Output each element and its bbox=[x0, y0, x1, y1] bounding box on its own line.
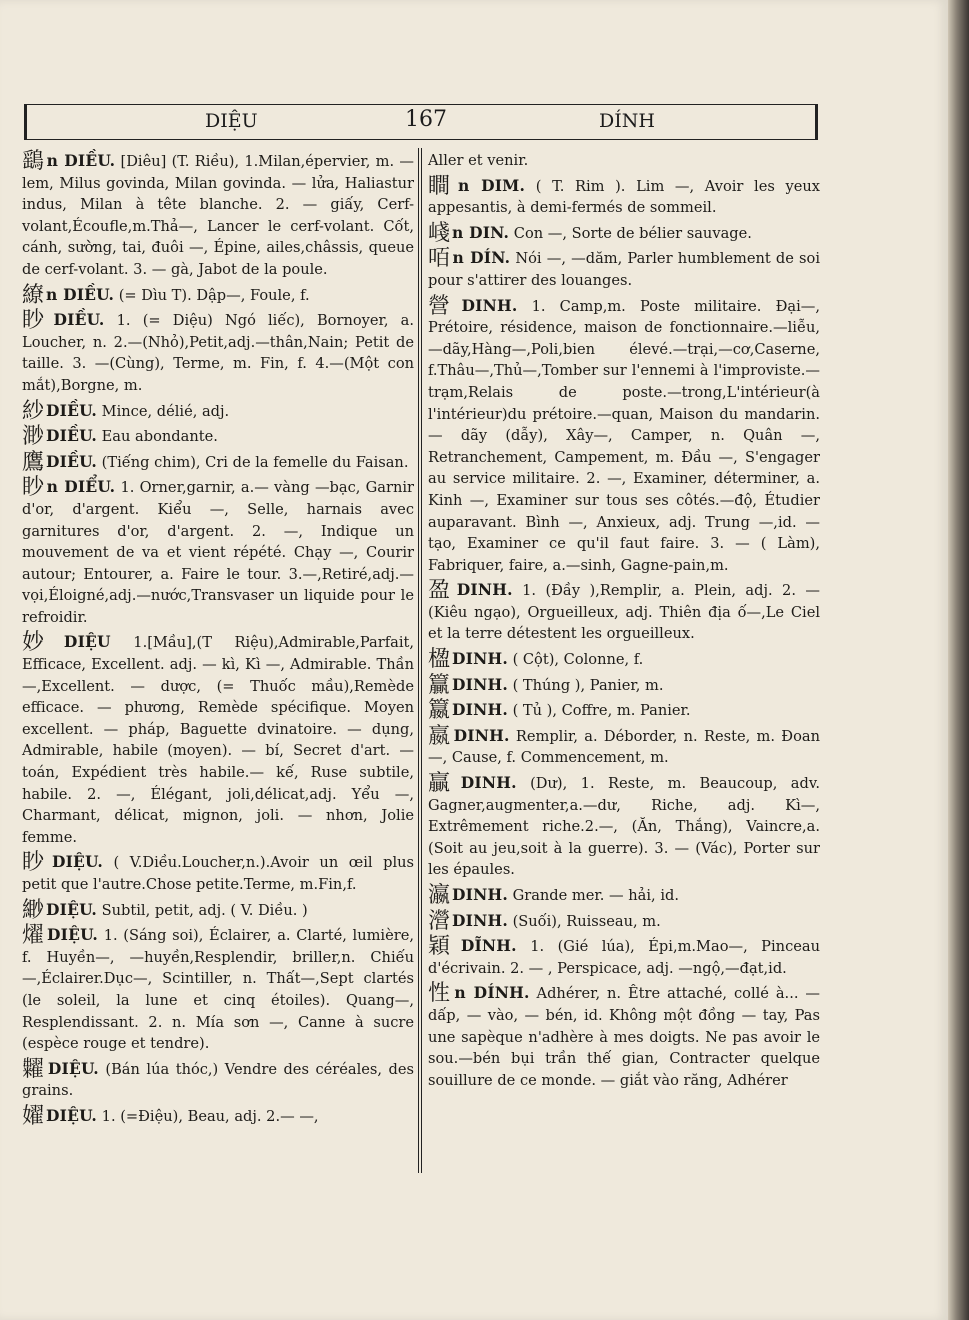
entry-definition: ( V.Diều.Loucher,n.).Avoir un œil plus petit que l'autre.Chose petite.Terme, m.Fin,f. bbox=[22, 854, 414, 893]
entry-character: 燿 bbox=[22, 923, 46, 949]
right-column bbox=[428, 150, 820, 1094]
entry-character: 瀛 bbox=[428, 883, 451, 908]
dictionary-entry bbox=[22, 309, 414, 396]
entry-definition: 1.[Mầu],(T Riệu),Admirable,Parfait, Efficace, Excellent. adj. — kì, Kì —, Admirable. Thần—,Excellent. — dược, (= Thuốc mầu),Remède efficace. — phương, Remède spécifique. Moyen excellent. — pháp, Baguette dvinatoire. — dụng, Admirable, habile (moyen). — bí, Secret d'art. — toán, Expédient très habile.— kế, Ruse subtile, habile. 2. —, Élégant, joli,délicat,adj. Yểu —, Charmant, délicat, mignon, joli. — nhơn, Jolie femme. bbox=[22, 634, 414, 846]
entry-headword: DINH. bbox=[461, 295, 518, 315]
page-edge bbox=[948, 0, 969, 1320]
entry-headword: DINH. bbox=[452, 649, 508, 669]
header-right-headword: DÍNH bbox=[599, 110, 655, 132]
entry-definition: 1. Orner,garnir, a.— vàng —bạc, Garnir d'or, d'argent. Kiểu —, Selle, harnais avec garnitures d'or, d'argent. 2. —, Indique un mouvement de va et vient répété. Chạy —, Courir autour; Entourer, a. Faire le tour. 3.—,Retiré,adj.—vọi,Éloigné,adj.—nước,Transvaser un liquide pour le refroidir. bbox=[22, 479, 414, 626]
entry-character: 嬥 bbox=[22, 1103, 45, 1129]
entry-headword: n DIN. bbox=[452, 222, 510, 242]
entry-character: 穎 bbox=[428, 934, 459, 960]
entry-character: 籝 bbox=[428, 698, 451, 724]
entry-headword: DINH. bbox=[460, 773, 517, 793]
dictionary-entry bbox=[22, 631, 414, 848]
entry-definition: 1. (Sáng soi), Éclairer, a. Clarté, lumière, f. Huyền—, —huyền,Resplendir, briller,n. Chiếu—,Éclairer.Dục—, Scintiller, n. Thất—,Sept clartés (le soleil, la lune et cinq étoiles). Quang—, Resplendissant. 2. n. Mía sơn —, Canne à sucre (espèce rouge et tendre). bbox=[22, 927, 414, 1053]
dictionary-entry bbox=[428, 247, 820, 291]
entry-character: 眇 bbox=[22, 475, 45, 501]
entry-definition: Remplir, a. Déborder, n. Reste, m. Đoan —, Cause, f. Commencement, m. bbox=[428, 727, 820, 767]
entry-character: 紗 bbox=[22, 398, 45, 424]
column-divider bbox=[418, 148, 422, 1173]
entry-character: 㟞 bbox=[428, 220, 451, 246]
dictionary-entry bbox=[428, 772, 820, 881]
dictionary-entry bbox=[22, 476, 414, 628]
entry-character: 楹 bbox=[428, 647, 451, 673]
entry-definition: Con —, Sorte de bélier sauvage. bbox=[513, 224, 752, 242]
entry-headword: n DIM. bbox=[458, 175, 526, 195]
entry-headword: DINH. bbox=[453, 725, 510, 745]
dictionary-entry bbox=[428, 910, 820, 933]
dictionary-entry bbox=[22, 1105, 414, 1128]
entry-headword: n DIỀU. bbox=[46, 284, 115, 304]
entry-headword: DINH. bbox=[452, 885, 508, 904]
dictionary-entry bbox=[22, 1058, 414, 1102]
entry-definition: Eau abondante. bbox=[101, 428, 218, 446]
entry-character: 緲 bbox=[22, 897, 45, 923]
entry-headword: DINH. bbox=[456, 580, 513, 600]
entry-character: 營 bbox=[428, 293, 460, 319]
entry-headword: DIỆU. bbox=[47, 1058, 99, 1078]
entry-headword: DIỆU. bbox=[51, 852, 103, 872]
entry-definition: Subtil, petit, adj. ( V. Diều. ) bbox=[101, 901, 308, 919]
entry-definition: 1. (= Diệu) Ngó liếc), Bornoyer, a. Loucher, n. 2.—(Nhỏ),Petit,adj.—thân,Nain; Petit de taille. 3. —(Cùng), Terme, m. Fin, f. 4.—(Một con mắt),Borgne, m. bbox=[22, 312, 414, 394]
entry-definition: (Dư), 1. Reste, m. Beaucoup, adv. Gagner,augmenter,a.—dư, Riche, adj. Kì—, Extrêmement riche.2.—, (Ăn, Thắng), Vaincre,a. (Soit au jeu,soit à la guerre). 3. — (Vác), Porter sur les épaules. bbox=[428, 775, 820, 879]
entry-definition: [Diêu] (T. Riều), 1.Milan,épervier, m. — lem, Milus govinda, Milan govinda. — lửa, Haliastur indus, Milan à tête blanche. 2. — giấy, Cerf-volant,Écoufle,m.Thả—, Lancer le cerf-volant. Cốt, cánh, sườ̀ng, tai, đuôi —, Épine, ailes,châssis, queue de cerf-volant. 3. — gà, Jabot de la poule. bbox=[22, 153, 414, 278]
dictionary-entry bbox=[22, 425, 414, 448]
entry-headword: DINH. bbox=[452, 910, 508, 930]
entry-headword: DIỀU. bbox=[46, 451, 98, 471]
entry-headword: DIỆU. bbox=[47, 925, 99, 945]
entry-character: 性 bbox=[428, 981, 453, 1007]
entry-definition: Nói —, —dăm, Parler humblement de soi pour s'attirer des louanges. bbox=[428, 250, 820, 289]
entry-headword: DINH. bbox=[452, 674, 508, 694]
entry-definition: Aller et venir. bbox=[428, 152, 529, 169]
entry-character: 瞷 bbox=[428, 173, 457, 199]
entry-headword: DIỆU. bbox=[46, 899, 98, 919]
dictionary-entry bbox=[22, 284, 414, 307]
dictionary-entry bbox=[428, 579, 820, 645]
dictionary-entry bbox=[428, 935, 820, 979]
entry-character: 贏 bbox=[428, 771, 459, 797]
entry-character: 盈 bbox=[428, 578, 455, 604]
dictionary-entry bbox=[428, 648, 820, 671]
entry-definition: ( Tủ ), Coffre, m. Panier. bbox=[512, 702, 691, 720]
header-left-headword: DIỆU bbox=[205, 110, 258, 132]
dictionary-entry bbox=[428, 150, 820, 172]
dictionary-entry bbox=[428, 295, 820, 577]
entry-character: 咟 bbox=[428, 246, 451, 272]
entry-character: 鷹 bbox=[22, 449, 45, 475]
dictionary-entry bbox=[428, 175, 820, 219]
entry-headword: n DÍNH. bbox=[454, 983, 530, 1003]
entry-definition: Adhérer, n. Être attaché, collé à... — dấp, — vào, — bén, id. Không một đồng — tay, Pas une sapèque n'adhère à mes doigts. Ne pas avoir le sou.—bén bụi trần thế gian, Contracter quelque souillure de ce monde. — giắt vào răng, Adhérer bbox=[428, 985, 821, 1089]
entry-character: 瀯 bbox=[428, 908, 451, 934]
entry-headword: DIỀU. bbox=[46, 400, 98, 420]
entry-character: 妙 bbox=[22, 630, 62, 656]
dictionary-entry bbox=[22, 851, 414, 895]
entry-headword: DIỀU. bbox=[46, 426, 98, 446]
dictionary-entry bbox=[428, 982, 820, 1091]
dictionary-entry bbox=[22, 899, 414, 922]
entry-definition: ( Thúng ), Panier, m. bbox=[512, 676, 664, 694]
entry-character: 糶 bbox=[22, 1056, 46, 1082]
left-column bbox=[22, 150, 414, 1131]
entry-character: 渺 bbox=[22, 424, 45, 450]
entry-character: 眇 bbox=[22, 850, 50, 876]
entry-definition: ( T. Rim ). Lim —, Avoir les yeux appesantis, à demi-fermés de sommeil. bbox=[428, 177, 820, 217]
entry-character: 繚 bbox=[22, 282, 45, 308]
entry-definition: (Tiếng chim), Cri de la femelle du Faisan. bbox=[101, 453, 409, 471]
entry-definition: (= Dìu T). Dập—, Foule, f. bbox=[118, 286, 310, 304]
entry-definition: 1. (Đầy ),Remplir, a. Plein, adj. 2. — (Kiêu ngạo), Orgueilleux, adj. Thiên địa ố—,Le Ciel et la terre détestent les orgueilleux. bbox=[428, 582, 820, 643]
dictionary-entry bbox=[22, 924, 414, 1055]
page-header bbox=[24, 104, 818, 140]
entry-headword: DIỀU. bbox=[53, 310, 105, 330]
entry-definition: (Suối), Ruisseau, m. bbox=[512, 912, 661, 930]
dictionary-entry bbox=[428, 699, 820, 722]
entry-headword: n DIỀU. bbox=[46, 151, 116, 170]
page-number: 167 bbox=[405, 107, 447, 132]
entry-definition: Grande mer. — hải, id. bbox=[512, 887, 679, 904]
dictionary-entry bbox=[22, 400, 414, 423]
dictionary-entry bbox=[22, 150, 414, 281]
entry-character: 籯 bbox=[428, 672, 451, 698]
entry-headword: n DÍN. bbox=[452, 248, 511, 268]
dictionary-entry bbox=[428, 884, 820, 907]
entry-character: 鷂 bbox=[22, 149, 45, 174]
entry-headword: DINH. bbox=[452, 700, 508, 720]
entry-headword: DĨNH. bbox=[460, 936, 517, 956]
dictionary-entry bbox=[428, 222, 820, 245]
entry-character: 眇 bbox=[22, 308, 52, 334]
entry-character: 嬴 bbox=[428, 723, 452, 749]
entry-definition: (Bán lúa thóc,) Vendre des céréales, des grains. bbox=[22, 1060, 414, 1100]
entry-headword: DIỆU bbox=[63, 632, 111, 652]
entry-definition: 1. Camp,m. Poste militaire. Đại—, Prétoire, résidence, maison de fonctionnaire.—liễu, —dãy,Hàng—,Poli,bien élevé.—trại,—cơ,Caserne, f.Thâu—,Thủ—,Tomber sur l'ennemi à l'improviste.—trạm,Relais de poste.—trong,L'intérieur(à l'intérieur)du prétoire.—quan, Maison du mandarin. — dãy (dẫy), Xây—, Camper, n. Quân —, Retranchement, Campement, m. Đầu —, S'engager au service militaire. 2. —, Examiner, déterminer, a. Kinh —, Examiner sur tous ses côtés.—độ, Étudier auparavant. Bình —, Anxieux, adj. Trung —,id. — tạo, Examiner ce qu'il faut faire. 3. — ( Làm), Fabriquer, faire, a.—sinh, Gagne-pain,m. bbox=[428, 297, 820, 574]
entry-headword: n DIỂU. bbox=[46, 477, 116, 497]
entry-headword: DIỆU. bbox=[46, 1105, 98, 1125]
entry-definition: 1. (=Điệu), Beau, adj. 2.— —, bbox=[101, 1107, 319, 1125]
dictionary-entry bbox=[428, 725, 820, 769]
entry-definition: 1. (Gié lúa), Épi,m.Mao—, Pinceau d'écrivain. 2. — , Perspicace, adj. —ngộ,—đạt,id. bbox=[428, 938, 820, 977]
entry-definition: Mince, délié, adj. bbox=[101, 402, 230, 420]
dictionary-entry bbox=[22, 451, 414, 474]
entry-definition: ( Cột), Colonne, f. bbox=[512, 651, 644, 669]
dictionary-entry bbox=[428, 674, 820, 697]
